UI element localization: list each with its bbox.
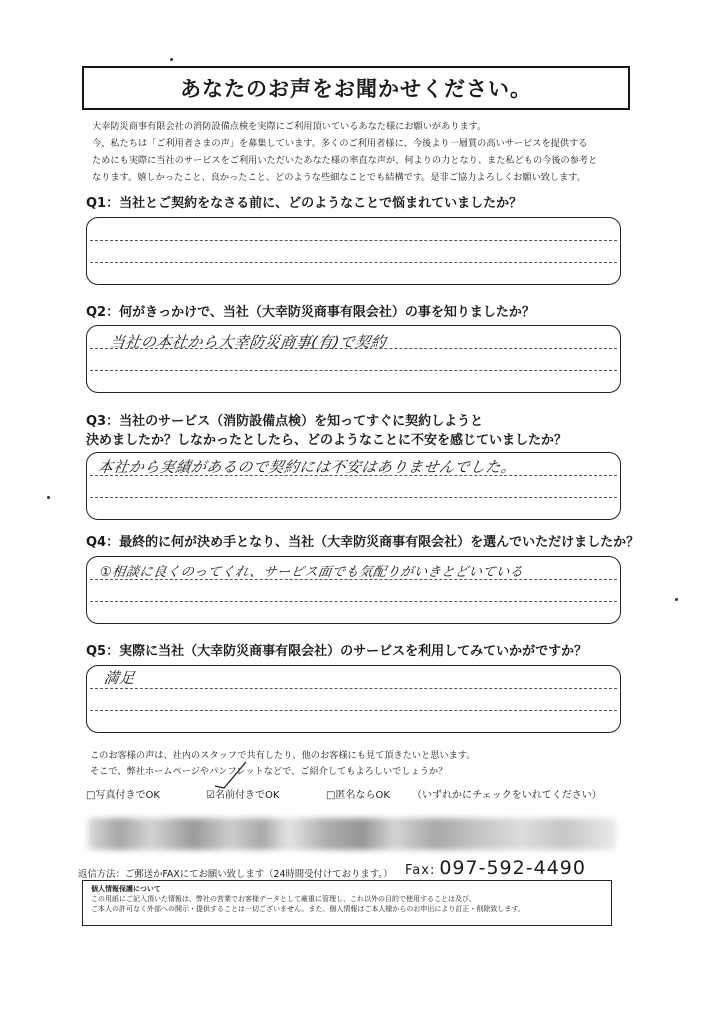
- intro-paragraph: [92, 118, 632, 186]
- option-photo-ok-checkbox[interactable]: □写真付きでOK: [86, 790, 160, 801]
- answer-box-1[interactable]: [86, 217, 621, 285]
- answer-2-handwriting: 当社の本社から大幸防災商事(有)で契約: [108, 333, 388, 351]
- question-4-label: Q4：最終的に何が決め手となり、当社（大幸防災商事有限会社）を選んでいただけましたか？: [86, 535, 640, 550]
- answer-line: [90, 688, 617, 689]
- answer-line: [90, 262, 617, 263]
- question-2-label: Q2：何がきっかけで、当社（大幸防災商事有限会社）の事を知りましたか？: [86, 305, 535, 320]
- privacy-title: 個人情報保護について: [91, 885, 161, 893]
- answer-line: [90, 601, 617, 602]
- privacy-text-line2: ご本人の許可なく外部への開示・提供することは一切ございません。また、個人情報はご本人様からのお申出により訂正・削除致します。: [91, 905, 525, 913]
- scan-speck: [675, 598, 678, 601]
- answer-4-handwriting: ①相談に良くのってくれ、サービス面でも気配りがいきとどいている: [98, 565, 525, 580]
- answer-box-5[interactable]: [86, 665, 621, 733]
- answer-line: [90, 497, 617, 498]
- fax-number: 097-592-4490: [439, 857, 586, 879]
- fax-block: [405, 857, 586, 879]
- form-title: あなたのお声をお聞かせください。: [180, 77, 532, 101]
- redacted-name-area: [88, 818, 616, 850]
- consent-text-line1: このお客様の声は、社内のスタッフで共有したり、他のお客様にも見て頂きたいと思います。: [90, 750, 476, 761]
- question-5-label: Q5：実際に当社（大幸防災商事有限会社）のサービスを利用してみていかがですか？: [86, 644, 588, 659]
- intro-line: なります。嬉しかったこと、良かったこと、どのような些細なことでも結構です。是非ご協力よろしくお願い致します。: [92, 172, 586, 183]
- fax-label: Fax:: [405, 863, 436, 878]
- option-name-ok-checkbox[interactable]: ☑名前付きでOK: [206, 790, 280, 801]
- answer-5-handwriting: 満足: [102, 669, 137, 687]
- privacy-notice-box: [82, 880, 612, 926]
- answer-line: [90, 710, 617, 711]
- scan-speck: [170, 58, 173, 61]
- answer-line: [90, 370, 617, 371]
- intro-line: ためにも実際に当社のサービスをご利用いただいたあなた様の率直な声が、何よりの力となり、また私どもの今後の参考と: [92, 155, 598, 166]
- intro-line: 大幸防災商事有限会社の消防設備点検を実際にご利用頂いているあなた様にお願いがあります。: [92, 121, 487, 132]
- question-3-label-line2: 決めましたか？しなかったとしたら、どのようなことに不安を感じていましたか？: [86, 433, 568, 448]
- answer-3-handwriting: 本社から実績があるので契約には不安はありませんでした。: [96, 458, 518, 476]
- form-title-box: [82, 66, 630, 110]
- option-anonymous-ok-checkbox[interactable]: □匿名ならOK: [326, 790, 390, 801]
- privacy-text-line1: この用紙にご記入頂いた情報は、弊社の営業でお客様データとして厳重に管理し、これ以外の目的で使用することは及び、: [91, 895, 476, 903]
- consent-text-line2: そこで、弊社ホームページやパンフレットなどで、ご紹介してもよろしいでしょうか？: [90, 766, 448, 777]
- question-3-label-line1: Q3：当社のサービス（消防設備点検）を知ってすぐに契約しようと: [86, 414, 484, 429]
- intro-line: 今、私たちは「ご利用者さまの声」を募集しています。多くのご利用者様に、今後より一層質の高いサービスを提供する: [92, 138, 588, 149]
- answer-line: [90, 240, 617, 241]
- return-method: 返信方法：ご郵送かFAXにてお願い致します（24時間受付けております。）: [78, 869, 393, 880]
- check-mark-stroke: [212, 758, 252, 792]
- option-instruction: （いずれかにチェックをいれてください）: [412, 790, 602, 801]
- scan-speck: [47, 496, 50, 499]
- question-1-label: Q1：当社とご契約をなさる前に、どのようなことで悩まれていましたか？: [86, 196, 523, 211]
